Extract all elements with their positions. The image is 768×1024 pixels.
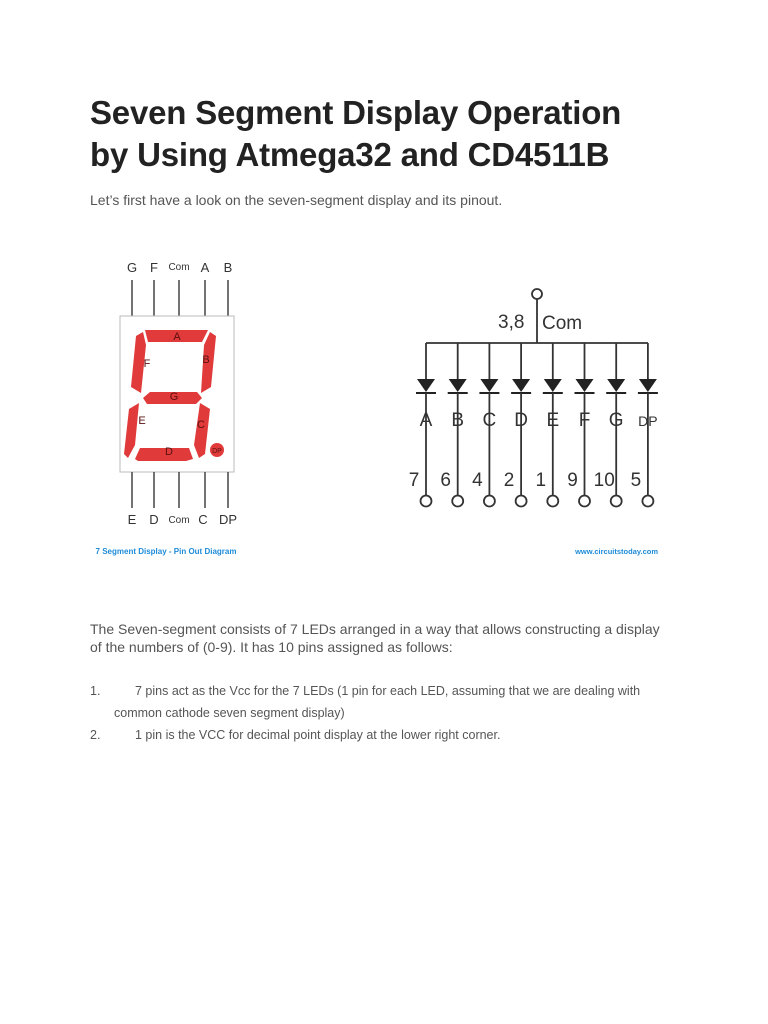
top-pin-label: G	[126, 260, 138, 275]
segment-letter: D	[165, 446, 173, 458]
pin-terminal	[516, 496, 527, 507]
list-item	[90, 680, 680, 724]
diode-branch-f	[567, 343, 594, 507]
bottom-pin-label: DP	[218, 512, 238, 527]
diode-symbol	[512, 379, 530, 392]
seven-segment-pinout	[96, 260, 237, 556]
bottom-pin-leads	[132, 472, 228, 508]
pin-number: 4	[472, 470, 483, 491]
diode-branch-a	[409, 343, 436, 507]
list-item-text: 1 pin is the VCC for decimal point display at the lower right corner.	[135, 728, 501, 742]
segment-label: G	[608, 410, 624, 431]
diode-symbol	[607, 379, 625, 392]
pinout-figure	[90, 250, 690, 570]
diode-branch-e	[536, 343, 563, 507]
segment-letter: E	[138, 415, 146, 427]
common-terminal	[532, 289, 542, 299]
segment-label: F	[578, 410, 591, 431]
pin-terminal	[579, 496, 590, 507]
bottom-pin-label: Com	[168, 515, 190, 526]
diode-branch-g	[594, 343, 627, 507]
common-pin-numbers: 3,8	[498, 312, 525, 333]
pin-list	[90, 680, 680, 746]
segment-label: C	[482, 410, 497, 431]
diode-symbol	[480, 379, 498, 392]
pin-number: 6	[440, 470, 451, 491]
pin-terminal	[611, 496, 622, 507]
top-pin-label: F	[150, 260, 158, 275]
list-item	[90, 724, 680, 746]
segment-label: A	[419, 410, 433, 431]
segment-label: B	[451, 410, 465, 431]
list-item-text: 7 pins act as the Vcc for the 7 LEDs (1 pin for each LED, assuming that we are dealing with common cathode seven segment display)	[114, 684, 641, 720]
pin-terminal	[484, 496, 495, 507]
top-pin-leads	[132, 280, 228, 316]
list-item-number: 1.	[90, 684, 101, 698]
intro-text: Let’s first have a look on the seven-segment display and its pinout.	[90, 192, 503, 208]
diode-symbol	[639, 379, 657, 392]
top-pin-label: B	[223, 260, 233, 275]
top-pin-label: Com	[168, 262, 190, 273]
diode-symbol	[417, 379, 435, 392]
title-line-1: Seven Segment Display Operation	[90, 94, 622, 131]
diode-branch-d	[504, 343, 531, 507]
pin-number: 5	[630, 470, 642, 491]
diode-symbol	[576, 379, 594, 392]
segment-letter: DP	[212, 448, 222, 455]
segment-label: E	[546, 410, 560, 431]
segment-label: DP	[638, 413, 658, 429]
diode-branches	[409, 343, 658, 507]
pin-number: 7	[408, 470, 420, 491]
list-item-number: 2.	[90, 728, 101, 742]
segment-d	[135, 448, 193, 461]
diode-branch-c	[472, 343, 499, 507]
segment-label: D	[514, 410, 528, 431]
pin-number: 9	[567, 470, 578, 491]
figure-caption: 7 Segment Display - Pin Out Diagram	[95, 547, 237, 556]
page-title	[90, 92, 690, 176]
pin-number: 10	[593, 470, 615, 491]
bottom-pin-label: C	[198, 512, 208, 527]
diode-symbol	[449, 379, 467, 392]
pin-number: 1	[535, 470, 547, 491]
title-line-2: by Using Atmega32 and CD4511B	[90, 136, 610, 173]
figure-credit: www.circuitstoday.com	[575, 547, 658, 556]
common-label: Com	[542, 313, 583, 334]
segment-letter: G	[169, 391, 179, 403]
pin-terminal	[452, 496, 463, 507]
pin-terminal	[547, 496, 558, 507]
diode-branch-b	[440, 343, 467, 507]
bottom-pin-label: D	[149, 512, 159, 527]
diode-branch-dp	[631, 343, 658, 507]
pin-terminal	[642, 496, 653, 507]
segment-letter: F	[143, 358, 151, 370]
pin-terminal	[421, 496, 432, 507]
segment-letter: A	[173, 331, 181, 343]
pin-number: 2	[503, 470, 515, 491]
diode-symbol	[544, 379, 562, 392]
segment-letter: B	[202, 354, 210, 366]
common-cathode-schematic	[409, 289, 659, 556]
bottom-pin-label: E	[127, 512, 137, 527]
pinout-figure-svg	[90, 250, 690, 570]
segment-letter: C	[197, 419, 205, 431]
body-paragraph: The Seven-segment consists of 7 LEDs arranged in a way that allows constructing a display of the numbers of (0-9). It has 10 pins assigned as follows:	[90, 621, 660, 655]
top-pin-label: A	[200, 260, 210, 275]
